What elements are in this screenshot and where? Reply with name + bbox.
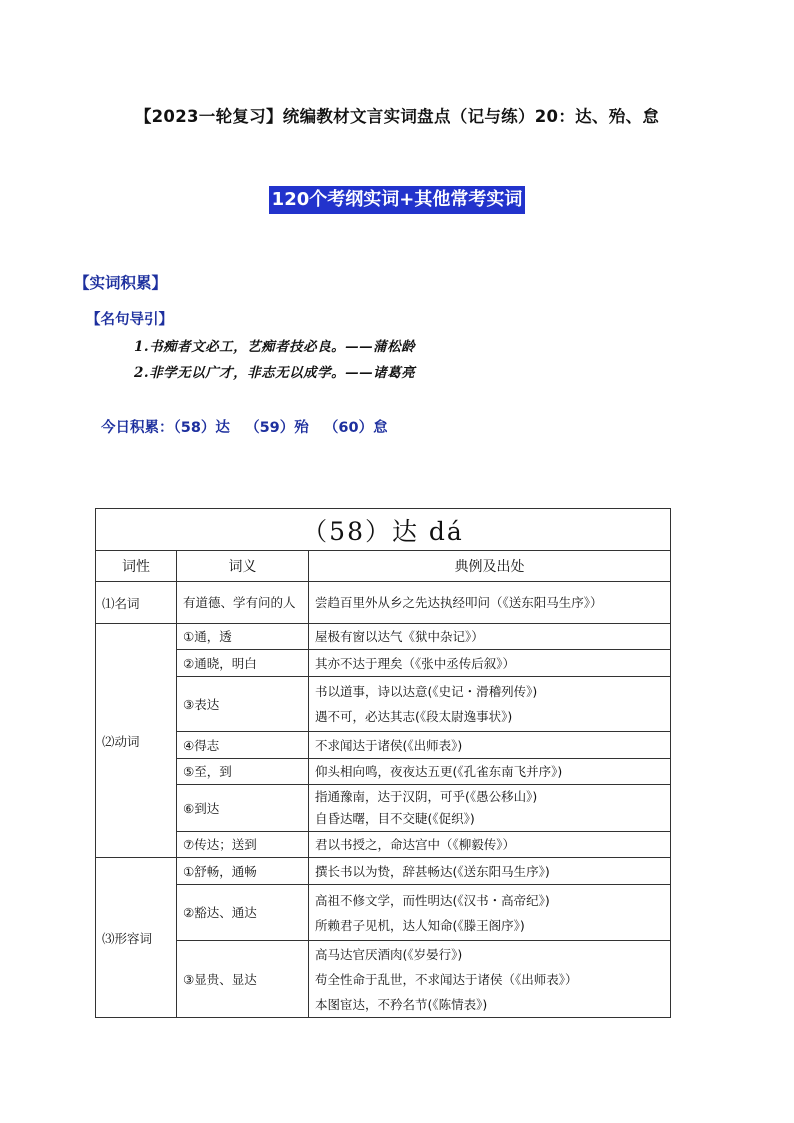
column-header-meaning: 词义 — [177, 551, 309, 582]
meaning-cell: ③表达 — [177, 677, 309, 732]
table-row — [96, 941, 671, 1018]
meaning-cell: ⑦传达；送到 — [177, 832, 309, 858]
table-row — [96, 624, 671, 650]
section-heading-quotes: 【名句导引】 — [86, 312, 173, 328]
example-text: 遇不可，必达其志(《段太尉逸事状》) — [315, 709, 513, 724]
table-row — [96, 785, 671, 832]
section-heading-vocabulary: 【实词积累】 — [74, 274, 168, 292]
example-text: 苟全性命于乱世，不求闻达于诸侯（《出师表》） — [315, 971, 578, 987]
example-text: 高祖不修文学，而性明达(《汉书・高帝纪》) — [315, 892, 550, 908]
example-cell — [309, 785, 671, 832]
table-row — [96, 732, 671, 759]
example-text: 其亦不达于理矣（《张中丞传后叙》） — [315, 655, 516, 671]
table-row — [96, 885, 671, 941]
example-text: 屋极有窗以达气《狱中杂记》） — [315, 629, 484, 644]
example-text: 指通豫南，达于汉阴，可乎(《愚公移山》) — [315, 789, 538, 804]
table-row — [96, 677, 671, 732]
example-cell — [309, 941, 671, 1018]
table-row — [96, 832, 671, 858]
document-title: 【2023一轮复习】统编教材文言实词盘点（记与练）20：达、殆、怠 — [134, 107, 660, 126]
example-text: 本图宦达，不矜名节(《陈情表》) — [315, 996, 488, 1012]
meaning-cell: ①舒畅，通畅 — [177, 858, 309, 885]
column-header-examples: 典例及出处 — [309, 551, 671, 582]
example-cell — [309, 650, 671, 677]
quote-2: 2.非学无以广才，非志无以成学。——诸葛亮 — [134, 365, 416, 381]
example-text: 高马达官厌酒肉(《岁晏行》) — [315, 946, 463, 962]
table-row — [96, 759, 671, 785]
meaning-cell: ③显贵、显达 — [177, 941, 309, 1018]
meaning-cell: ⑥到达 — [177, 785, 309, 832]
banner-text: 120个考纲实词+其他常考实词 — [269, 186, 526, 214]
vocabulary-table — [95, 508, 671, 1018]
example-text: 自昏达曙，目不交睫(《促织》) — [315, 811, 475, 826]
column-header-pos: 词性 — [96, 551, 177, 582]
pos-cell: ⑵动词 — [96, 624, 177, 858]
quote-1: 1.书痴者文必工，艺痴者技必良。——蒲松龄 — [134, 339, 416, 355]
example-cell — [309, 759, 671, 785]
table-row — [96, 858, 671, 885]
example-text: 所赖君子见机，达人知命(《滕王阁序》) — [315, 917, 525, 933]
example-cell — [309, 582, 671, 624]
example-text: 仰头相向鸣，夜夜达五更(《孔雀东南飞并序》) — [315, 764, 563, 779]
example-text: 书以道事，诗以达意(《史记・滑稽列传》) — [315, 684, 538, 699]
meaning-cell: 有道德、学有问的人 — [177, 582, 309, 624]
meaning-cell: ⑤至，到 — [177, 759, 309, 785]
example-cell — [309, 885, 671, 941]
example-cell — [309, 832, 671, 858]
example-text: 尝趋百里外从乡之先达执经叩问（《送东阳马生序》） — [315, 595, 603, 610]
example-cell — [309, 858, 671, 885]
meaning-cell: ②通晓，明白 — [177, 650, 309, 677]
banner — [0, 186, 794, 214]
pos-cell: ⑴名词 — [96, 582, 177, 624]
example-text: 撰长书以为贽，辞甚畅达(《送东阳马生序》) — [315, 863, 550, 879]
table-row — [96, 582, 671, 624]
example-text: 君以书授之，命达宫中（《柳毅传》） — [315, 837, 516, 852]
pos-cell: ⑶形容词 — [96, 858, 177, 1018]
meaning-cell: ②豁达、通达 — [177, 885, 309, 941]
table-row — [96, 650, 671, 677]
example-cell — [309, 677, 671, 732]
example-text: 不求闻达于诸侯(《出师表》) — [315, 737, 463, 753]
table-heading: （58）达 dá — [96, 509, 671, 551]
meaning-cell: ①通，透 — [177, 624, 309, 650]
example-cell — [309, 732, 671, 759]
example-cell — [309, 624, 671, 650]
meaning-cell: ④得志 — [177, 732, 309, 759]
today-label: 今日积累：（58）达 （59）殆 （60）怠 — [101, 420, 388, 436]
